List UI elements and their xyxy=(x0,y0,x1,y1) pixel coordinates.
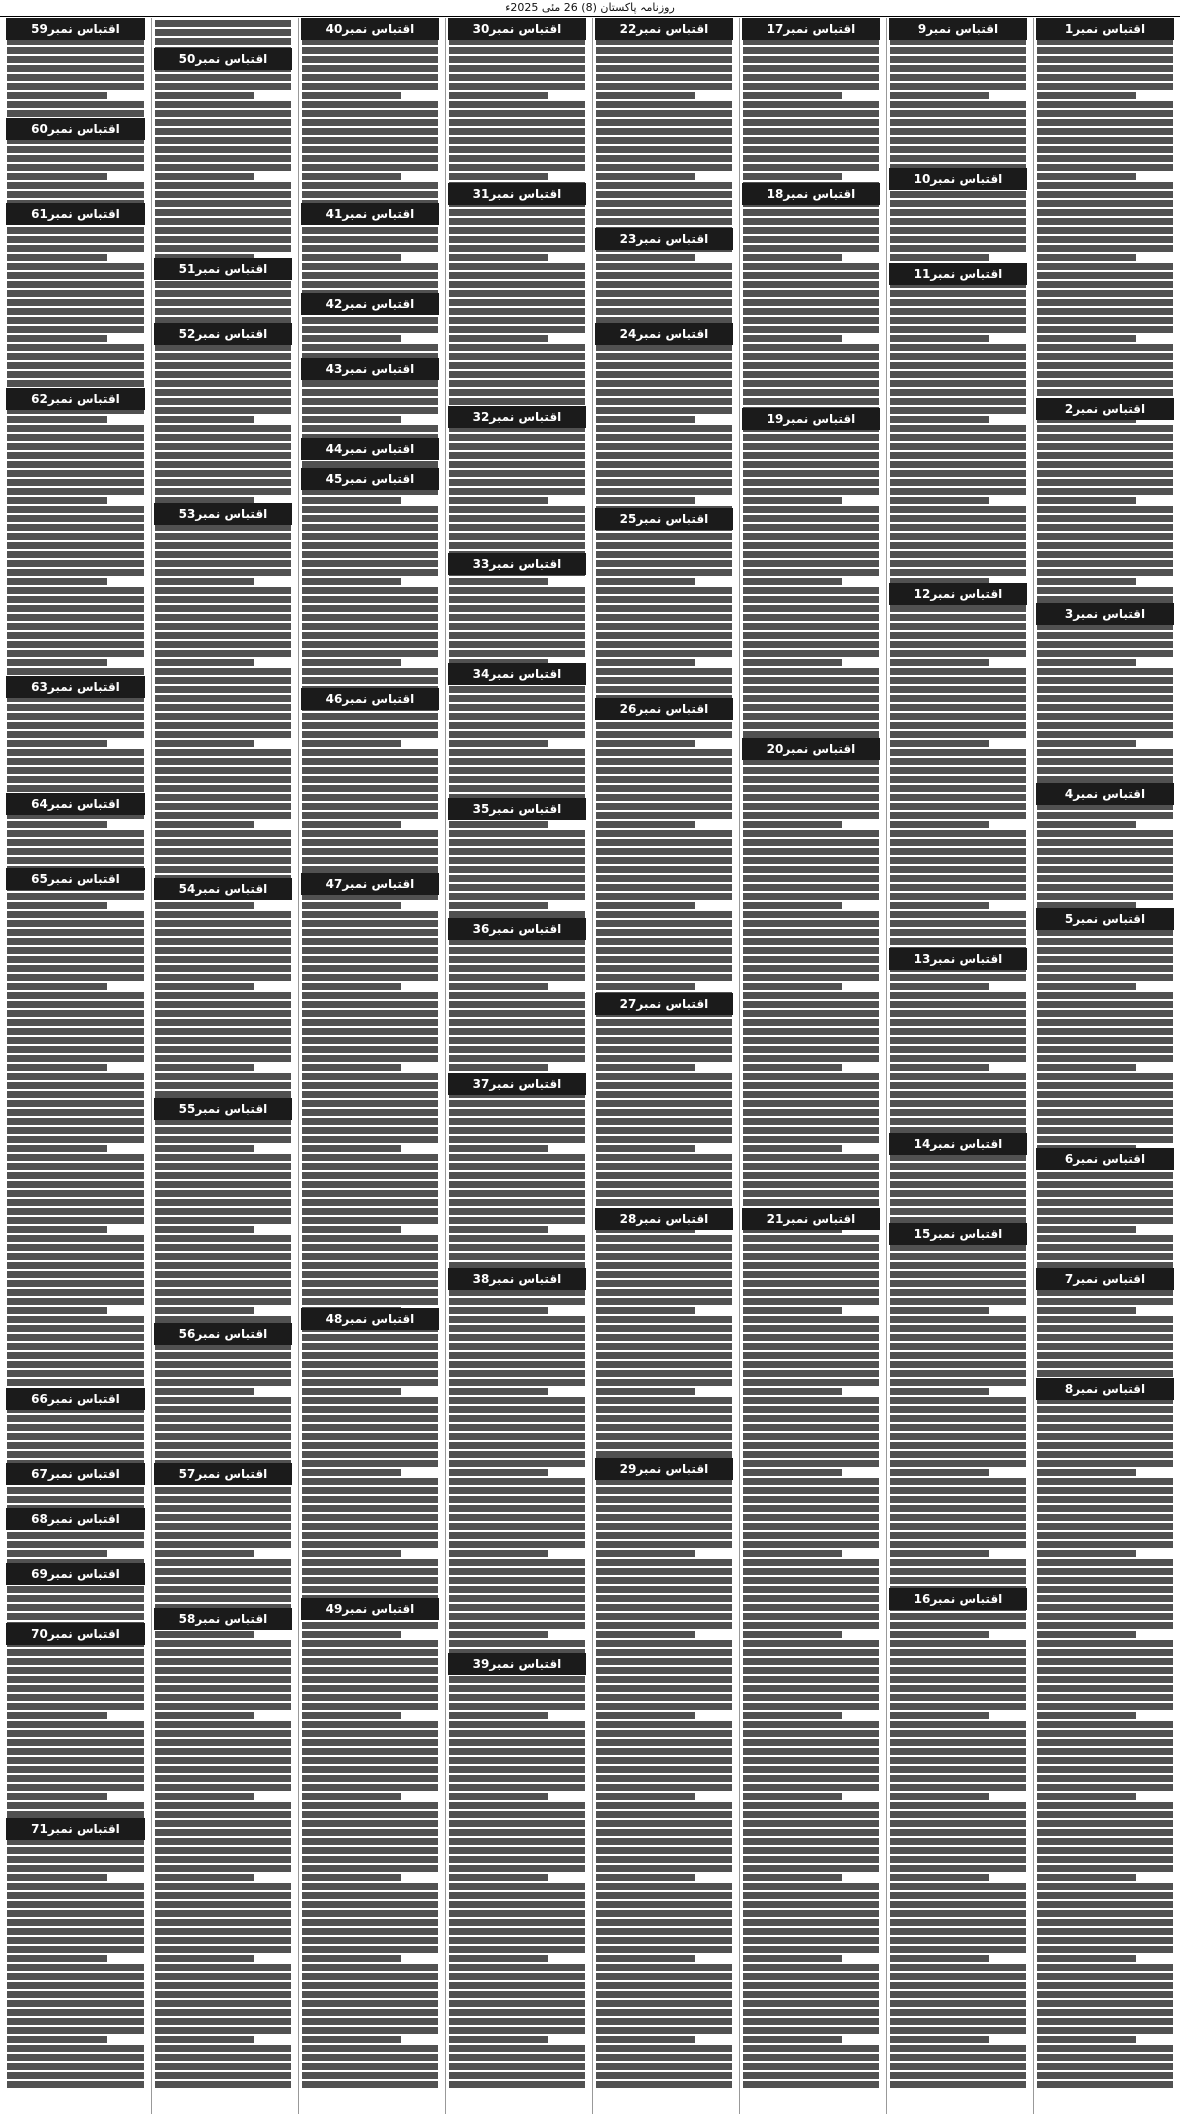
excerpt-heading: اقتباس نمبر62 xyxy=(6,388,145,410)
excerpt-heading: اقتباس نمبر12 xyxy=(889,583,1027,605)
excerpt-heading: اقتباس نمبر32 xyxy=(448,406,586,428)
excerpt-heading: اقتباس نمبر10 xyxy=(889,168,1027,190)
excerpt-heading: اقتباس نمبر39 xyxy=(448,1653,586,1675)
column-text xyxy=(887,18,1029,2114)
excerpt-heading: اقتباس نمبر23 xyxy=(595,228,733,250)
excerpt-heading: اقتباس نمبر48 xyxy=(301,1308,439,1330)
excerpt-heading: اقتباس نمبر70 xyxy=(6,1623,145,1645)
excerpt-heading: اقتباس نمبر35 xyxy=(448,798,586,820)
excerpt-heading: اقتباس نمبر52 xyxy=(154,323,292,345)
excerpt-heading: اقتباس نمبر55 xyxy=(154,1098,292,1120)
excerpt-heading: اقتباس نمبر8 xyxy=(1036,1378,1174,1400)
excerpt-heading: اقتباس نمبر4 xyxy=(1036,783,1174,805)
excerpt-heading: اقتباس نمبر11 xyxy=(889,263,1027,285)
article-column xyxy=(886,18,1029,2114)
excerpt-heading: اقتباس نمبر43 xyxy=(301,358,439,380)
excerpt-heading: اقتباس نمبر63 xyxy=(6,676,145,698)
excerpt-heading: اقتباس نمبر9 xyxy=(889,18,1027,40)
column-text xyxy=(740,18,882,2114)
excerpt-heading: اقتباس نمبر46 xyxy=(301,688,439,710)
excerpt-heading: اقتباس نمبر3 xyxy=(1036,603,1174,625)
excerpt-heading: اقتباس نمبر33 xyxy=(448,553,586,575)
excerpt-heading: اقتباس نمبر20 xyxy=(742,738,880,760)
article-column xyxy=(592,18,735,2114)
excerpt-heading: اقتباس نمبر5 xyxy=(1036,908,1174,930)
excerpt-heading: اقتباس نمبر30 xyxy=(448,18,586,40)
excerpt-heading: اقتباس نمبر14 xyxy=(889,1133,1027,1155)
excerpt-heading: اقتباس نمبر22 xyxy=(595,18,733,40)
excerpt-heading: اقتباس نمبر65 xyxy=(6,868,145,890)
excerpt-heading: اقتباس نمبر71 xyxy=(6,1818,145,1840)
dateline: روزنامہ پاکستان (8) 26 مئی 2025ء xyxy=(505,1,675,14)
excerpt-heading: اقتباس نمبر17 xyxy=(742,18,880,40)
excerpt-heading: اقتباس نمبر40 xyxy=(301,18,439,40)
article-column xyxy=(298,18,441,2114)
excerpt-heading: اقتباس نمبر47 xyxy=(301,873,439,895)
excerpt-heading: اقتباس نمبر56 xyxy=(154,1323,292,1345)
page-header xyxy=(0,0,1180,17)
excerpt-heading: اقتباس نمبر54 xyxy=(154,878,292,900)
column-text xyxy=(4,18,147,2114)
excerpt-heading: اقتباس نمبر53 xyxy=(154,503,292,525)
excerpt-heading: اقتباس نمبر16 xyxy=(889,1588,1027,1610)
excerpt-heading: اقتباس نمبر42 xyxy=(301,293,439,315)
excerpt-heading: اقتباس نمبر19 xyxy=(742,408,880,430)
excerpt-heading: اقتباس نمبر66 xyxy=(6,1388,145,1410)
article-column xyxy=(739,18,882,2114)
excerpt-heading: اقتباس نمبر49 xyxy=(301,1598,439,1620)
newspaper-page xyxy=(0,18,1180,2114)
excerpt-heading: اقتباس نمبر34 xyxy=(448,663,586,685)
excerpt-heading: اقتباس نمبر59 xyxy=(6,18,145,40)
excerpt-heading: اقتباس نمبر13 xyxy=(889,948,1027,970)
excerpt-heading: اقتباس نمبر26 xyxy=(595,698,733,720)
article-column xyxy=(151,18,294,2114)
excerpt-heading: اقتباس نمبر28 xyxy=(595,1208,733,1230)
article-column xyxy=(1033,18,1176,2114)
excerpt-heading: اقتباس نمبر51 xyxy=(154,258,292,280)
excerpt-heading: اقتباس نمبر29 xyxy=(595,1458,733,1480)
excerpt-heading: اقتباس نمبر15 xyxy=(889,1223,1027,1245)
excerpt-heading: اقتباس نمبر61 xyxy=(6,203,145,225)
excerpt-heading: اقتباس نمبر67 xyxy=(6,1463,145,1485)
excerpt-heading: اقتباس نمبر6 xyxy=(1036,1148,1174,1170)
excerpt-heading: اقتباس نمبر60 xyxy=(6,118,145,140)
excerpt-heading: اقتباس نمبر1 xyxy=(1036,18,1174,40)
article-column xyxy=(4,18,147,2114)
excerpt-heading: اقتباس نمبر25 xyxy=(595,508,733,530)
excerpt-heading: اقتباس نمبر36 xyxy=(448,918,586,940)
excerpt-heading: اقتباس نمبر64 xyxy=(6,793,145,815)
column-text xyxy=(446,18,588,2114)
excerpt-heading: اقتباس نمبر57 xyxy=(154,1463,292,1485)
excerpt-heading: اقتباس نمبر7 xyxy=(1036,1268,1174,1290)
excerpt-heading: اقتباس نمبر21 xyxy=(742,1208,880,1230)
excerpt-heading: اقتباس نمبر18 xyxy=(742,183,880,205)
article-column xyxy=(445,18,588,2114)
excerpt-heading: اقتباس نمبر50 xyxy=(154,48,292,70)
excerpt-heading: اقتباس نمبر58 xyxy=(154,1608,292,1630)
excerpt-heading: اقتباس نمبر68 xyxy=(6,1508,145,1530)
excerpt-heading: اقتباس نمبر2 xyxy=(1036,398,1174,420)
excerpt-heading: اقتباس نمبر44 xyxy=(301,438,439,460)
excerpt-heading: اقتباس نمبر24 xyxy=(595,323,733,345)
column-text xyxy=(299,18,441,2114)
excerpt-heading: اقتباس نمبر27 xyxy=(595,993,733,1015)
excerpt-heading: اقتباس نمبر37 xyxy=(448,1073,586,1095)
excerpt-heading: اقتباس نمبر45 xyxy=(301,468,439,490)
excerpt-heading: اقتباس نمبر31 xyxy=(448,183,586,205)
column-text xyxy=(1034,18,1176,2114)
excerpt-heading: اقتباس نمبر38 xyxy=(448,1268,586,1290)
excerpt-heading: اقتباس نمبر41 xyxy=(301,203,439,225)
excerpt-heading: اقتباس نمبر69 xyxy=(6,1563,145,1585)
